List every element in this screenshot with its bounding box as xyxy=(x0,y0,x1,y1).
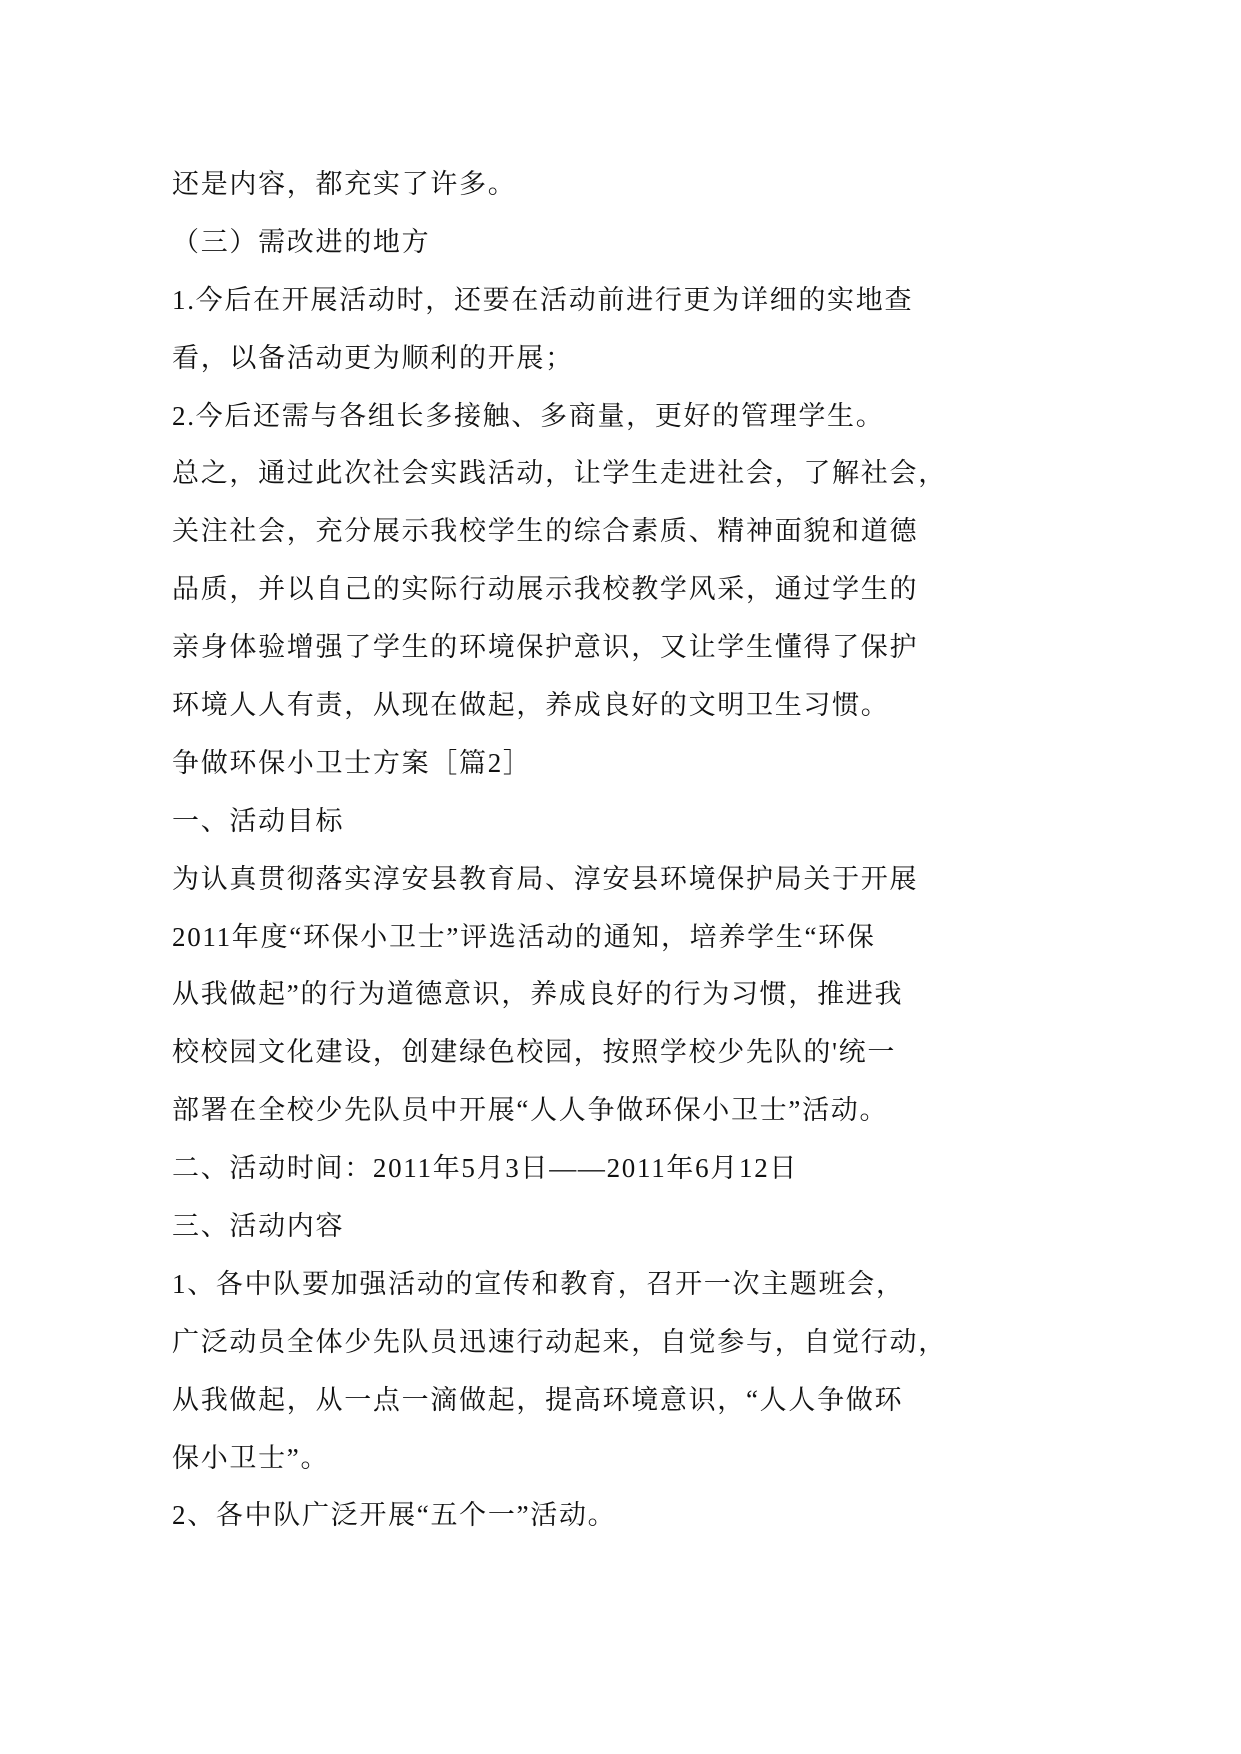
body-text-line: 1、各中队要加强活动的宣传和教育，召开一次主题班会， xyxy=(172,1268,905,1299)
body-text-line: 关注社会，充分展示我校学生的综合素质、精神面貌和道德 xyxy=(172,516,919,547)
body-text-line: 环境人人有责，从现在做起，养成良好的文明卫生习惯。 xyxy=(172,690,890,721)
body-text-line: 品质，并以自己的实际行动展示我校教学风采，通过学生的 xyxy=(172,574,919,605)
section-heading: 三、活动内容 xyxy=(172,1211,345,1242)
body-text-line: 为认真贯彻落实淳安县教育局、淳安县环境保护局关于开展 xyxy=(172,863,919,894)
body-text-line: 总之，通过此次社会实践活动，让学生走进社会，了解社会， xyxy=(172,458,947,489)
subsection-heading: （三）需改进的地方 xyxy=(172,226,431,257)
body-text-line: 1.今后在开展活动时，还要在活动前进行更为详细的实地查 xyxy=(172,284,914,315)
section-heading: 一、活动目标 xyxy=(172,805,345,836)
body-text-line: 部署在全校少先队员中开展“人人争做环保小卫士”活动。 xyxy=(172,1095,889,1126)
document-title: 争做环保小卫士方案［篇2］ xyxy=(172,747,532,778)
document-body xyxy=(172,156,1172,1545)
body-text-line: 从我做起，从一点一滴做起，提高环境意识，“人人争做环 xyxy=(172,1384,904,1415)
body-text-line: 2.今后还需与各组长多接触、多商量，更好的管理学生。 xyxy=(172,400,885,431)
body-text-line: 亲身体验增强了学生的环境保护意识，又让学生懂得了保护 xyxy=(172,632,919,663)
body-text-line: 广泛动员全体少先队员迅速行动起来，自觉参与，自觉行动， xyxy=(172,1326,947,1357)
body-text-line: 2、各中队广泛开展“五个一”活动。 xyxy=(172,1500,617,1531)
body-text-line: 校校园文化建设，创建绿色校园，按照学校少先队的'统一 xyxy=(172,1037,897,1068)
body-text-line: 从我做起”的行为道德意识，养成良好的行为习惯，推进我 xyxy=(172,979,904,1010)
body-text-line: 保小卫士”。 xyxy=(172,1442,330,1473)
body-text-line: 2011年度“环保小卫士”评选活动的通知，培养学生“环保 xyxy=(172,921,876,952)
section-heading: 二、活动时间：2011年5月3日——2011年6月12日 xyxy=(172,1153,799,1184)
body-text-line: 还是内容，都充实了许多。 xyxy=(172,169,517,199)
body-text-line: 看，以备活动更为顺利的开展； xyxy=(172,342,574,373)
